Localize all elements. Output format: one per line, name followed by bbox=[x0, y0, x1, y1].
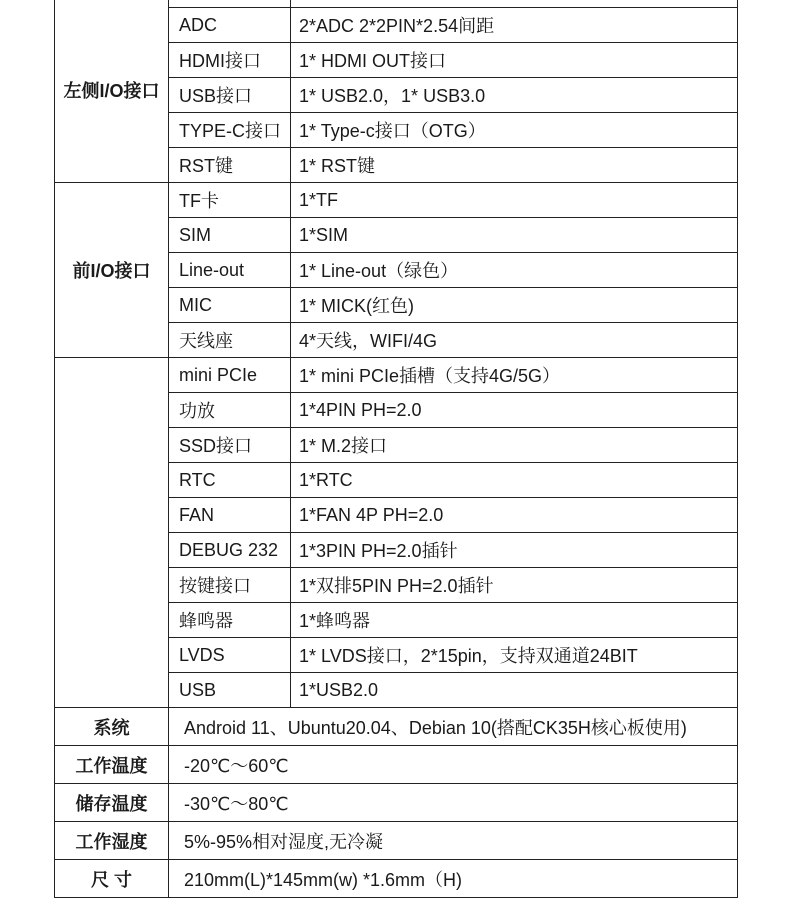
spec-label: ADC bbox=[169, 8, 291, 43]
table-row bbox=[55, 0, 738, 8]
spec-value: 1* M.2接口 bbox=[291, 428, 738, 463]
spec-value: 1*4PIN PH=2.0 bbox=[291, 393, 738, 428]
spec-label: SSD接口 bbox=[169, 428, 291, 463]
spec-value: 1* RST键 bbox=[291, 148, 738, 183]
spec-label: TYPE-C接口 bbox=[169, 113, 291, 148]
spec-value: 1*双排5PIN PH=2.0插针 bbox=[291, 568, 738, 603]
spec-value: 1*TF bbox=[291, 183, 738, 218]
spec-label: 天线座 bbox=[169, 323, 291, 358]
spec-table bbox=[54, 0, 738, 898]
spec-heading: 储存温度 bbox=[55, 784, 169, 822]
spec-value: -20℃～60℃ bbox=[169, 746, 738, 784]
spec-label: Line-out bbox=[169, 253, 291, 288]
group-left-io: 左侧I/O接口 bbox=[55, 0, 169, 183]
spec-label: RTC bbox=[169, 463, 291, 498]
table-row bbox=[55, 822, 738, 860]
spec-value: 1*FAN 4P PH=2.0 bbox=[291, 498, 738, 533]
group-front-io: 前I/O接口 bbox=[55, 183, 169, 358]
spec-value bbox=[291, 0, 738, 8]
spec-value: 1*蜂鸣器 bbox=[291, 603, 738, 638]
spec-value: 1* MICK(红色) bbox=[291, 288, 738, 323]
spec-value: 1* Type-c接口（OTG） bbox=[291, 113, 738, 148]
spec-label: USB bbox=[169, 673, 291, 708]
spec-label: DEBUG 232 bbox=[169, 533, 291, 568]
spec-label: 蜂鸣器 bbox=[169, 603, 291, 638]
table-row bbox=[55, 708, 738, 746]
spec-value: 1*SIM bbox=[291, 218, 738, 253]
spec-label: LVDS bbox=[169, 638, 291, 673]
spec-value: 2*ADC 2*2PIN*2.54间距 bbox=[291, 8, 738, 43]
spec-label: HDMI接口 bbox=[169, 43, 291, 78]
spec-heading: 尺 寸 bbox=[55, 860, 169, 898]
spec-value: 210mm(L)*145mm(w) *1.6mm（H) bbox=[169, 860, 738, 898]
table-row bbox=[55, 784, 738, 822]
table-row bbox=[55, 746, 738, 784]
spec-label: 功放 bbox=[169, 393, 291, 428]
spec-value: 1* LVDS接口，2*15pin，支持双通道24BIT bbox=[291, 638, 738, 673]
spec-value: -30℃～80℃ bbox=[169, 784, 738, 822]
spec-value: 4*天线，WIFI/4G bbox=[291, 323, 738, 358]
group-other-io bbox=[55, 358, 169, 708]
spec-value: 1* USB2.0，1* USB3.0 bbox=[291, 78, 738, 113]
spec-value: Android 11、Ubuntu20.04、Debian 10(搭配CK35H核心板使用) bbox=[169, 708, 738, 746]
spec-heading: 系统 bbox=[55, 708, 169, 746]
spec-value: 1*3PIN PH=2.0插针 bbox=[291, 533, 738, 568]
spec-label: TF卡 bbox=[169, 183, 291, 218]
table-row bbox=[55, 358, 738, 393]
spec-label: FAN bbox=[169, 498, 291, 533]
spec-heading: 工作湿度 bbox=[55, 822, 169, 860]
spec-value: 5%-95%相对湿度,无冷凝 bbox=[169, 822, 738, 860]
spec-label: 按键接口 bbox=[169, 568, 291, 603]
spec-value: 1* HDMI OUT接口 bbox=[291, 43, 738, 78]
spec-label bbox=[169, 0, 291, 8]
spec-value: 1*USB2.0 bbox=[291, 673, 738, 708]
spec-label: USB接口 bbox=[169, 78, 291, 113]
spec-label: mini PCIe bbox=[169, 358, 291, 393]
spec-label: MIC bbox=[169, 288, 291, 323]
table-row bbox=[55, 183, 738, 218]
spec-value: 1*RTC bbox=[291, 463, 738, 498]
spec-value: 1* Line-out（绿色） bbox=[291, 253, 738, 288]
spec-label: RST键 bbox=[169, 148, 291, 183]
table-row bbox=[55, 860, 738, 898]
spec-value: 1* mini PCIe插槽（支持4G/5G） bbox=[291, 358, 738, 393]
spec-label: SIM bbox=[169, 218, 291, 253]
spec-heading: 工作温度 bbox=[55, 746, 169, 784]
